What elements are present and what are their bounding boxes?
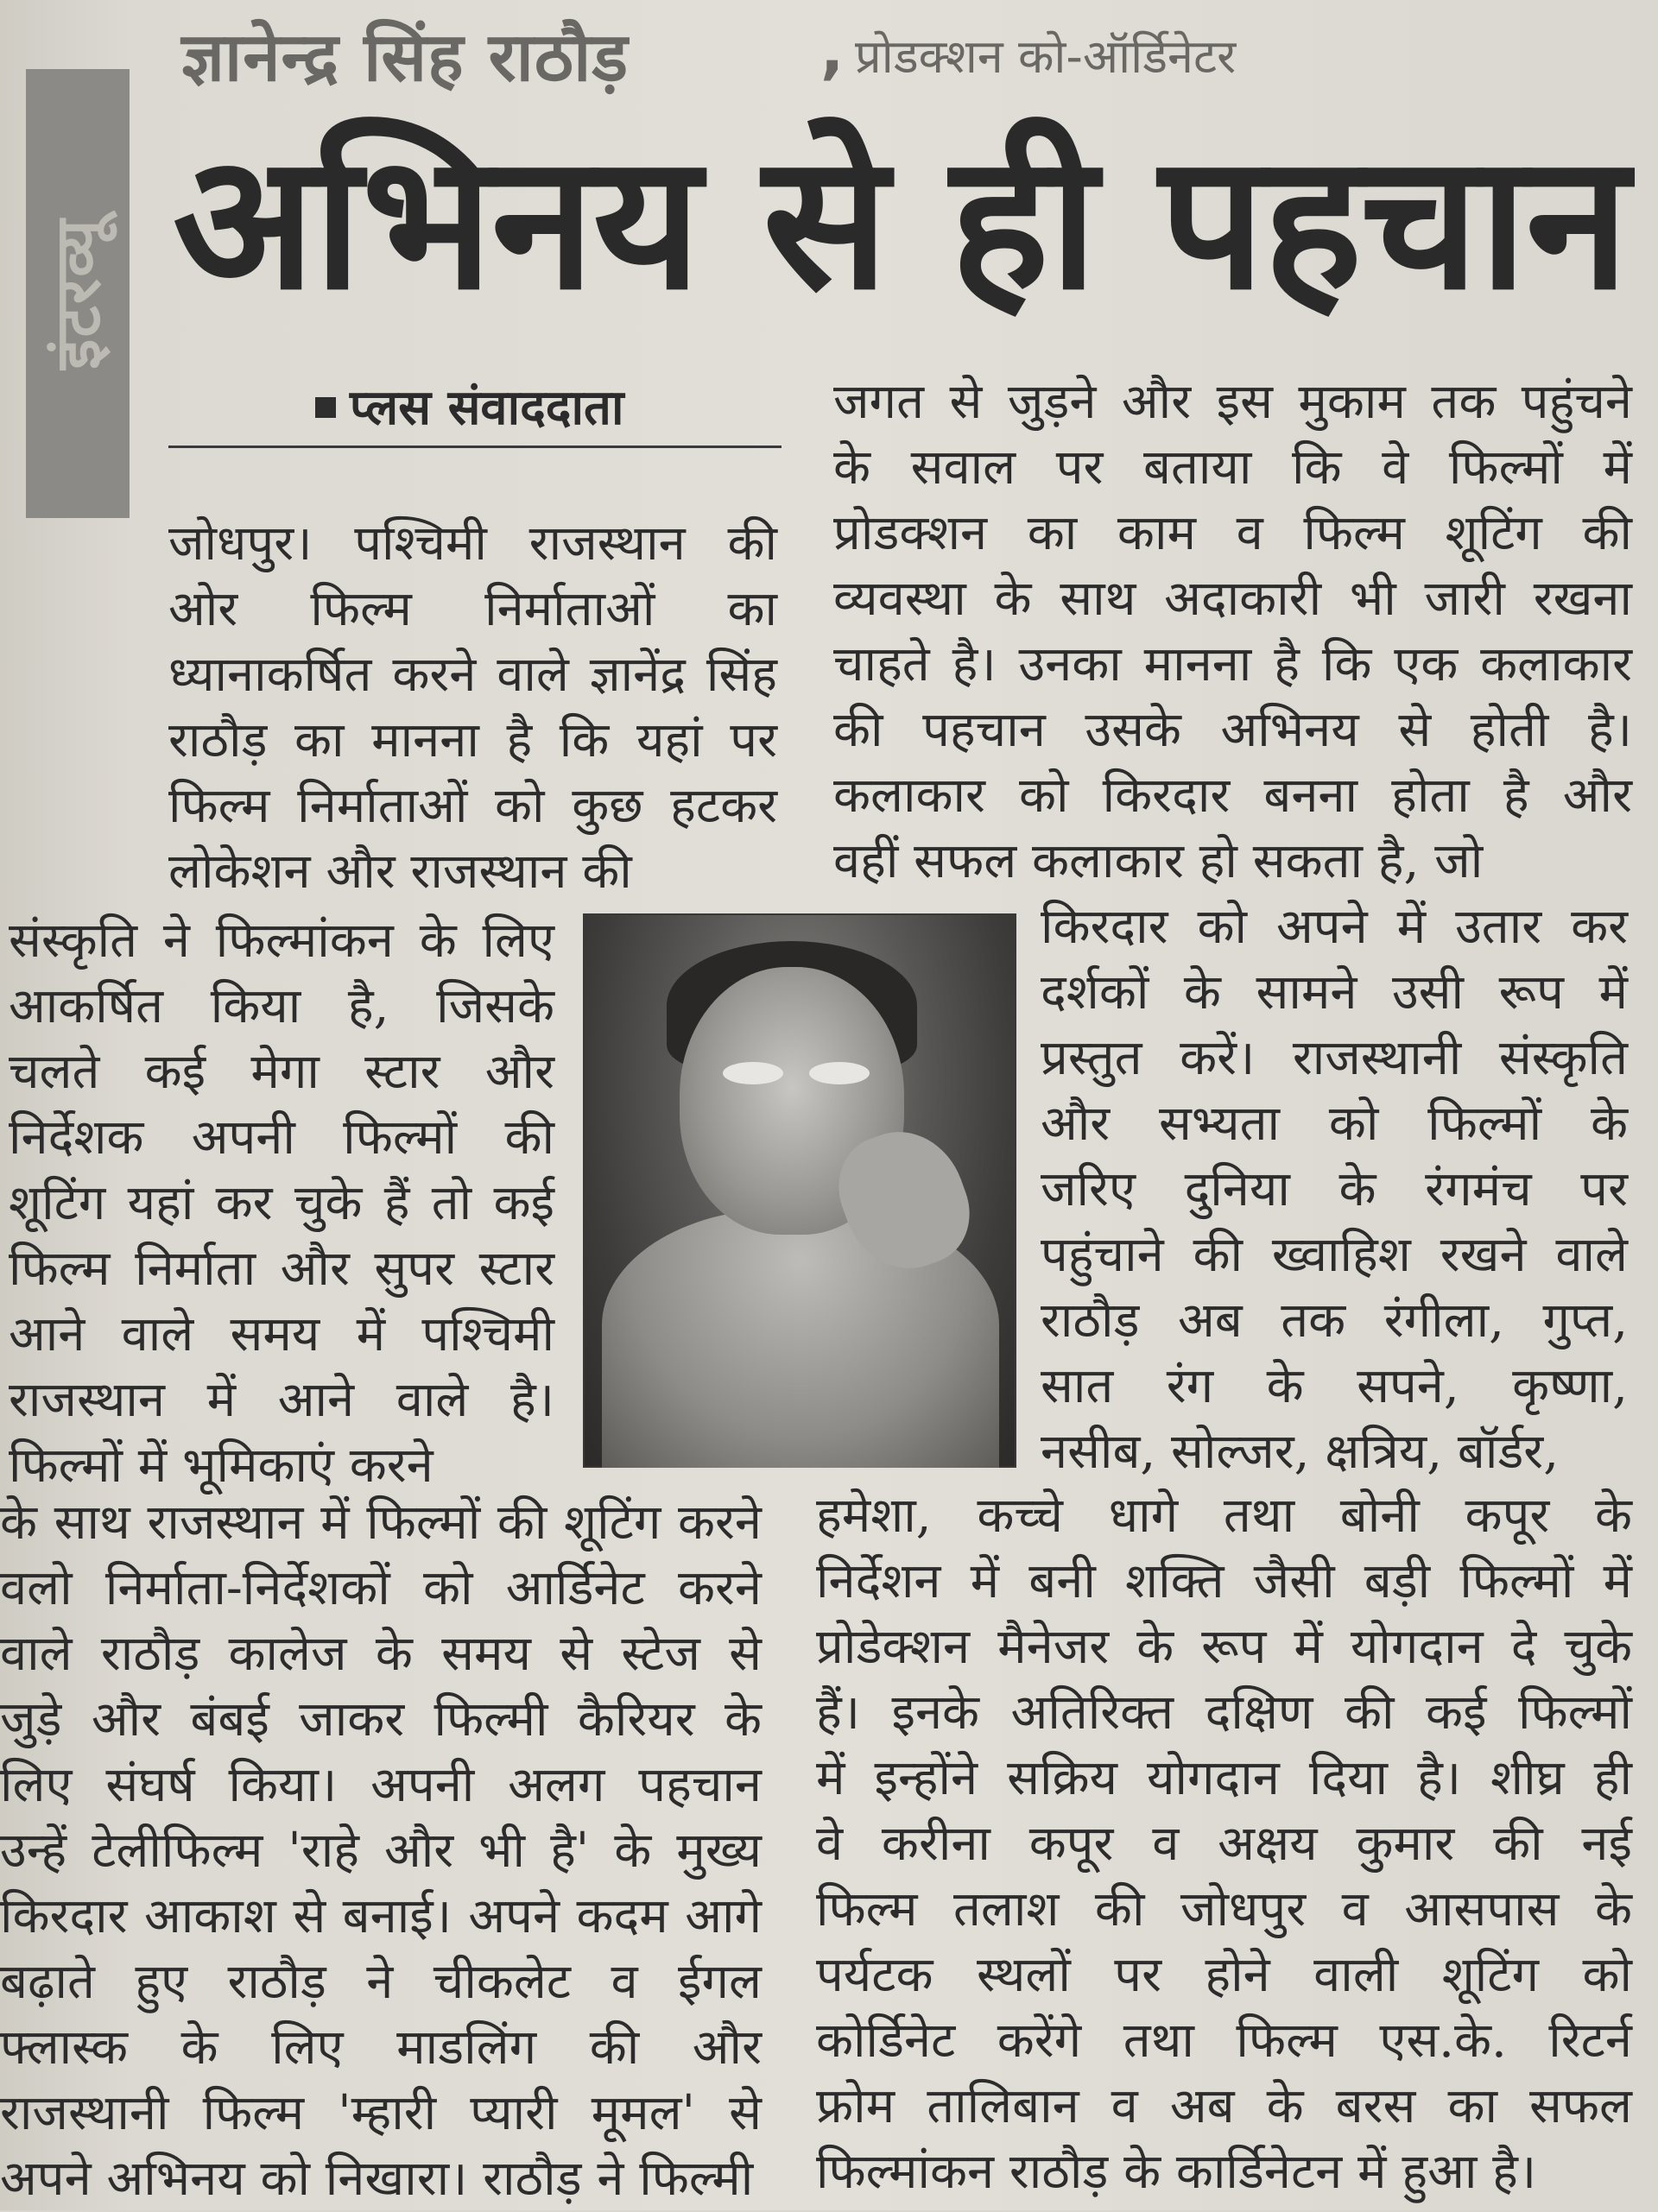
- portrait-photo: [583, 913, 1016, 1468]
- article-line: जुड़े और बंबई जाकर फिल्मी कैरियर के: [0, 1691, 762, 1747]
- byline-rule: [168, 446, 782, 448]
- article-line: जरिए दुनिया के रंगमंच पर: [1041, 1161, 1628, 1217]
- article-line: शूटिंग यहां कर चुके हैं तो कई: [9, 1175, 554, 1231]
- column-left-bottom: [0, 1490, 762, 2212]
- article-line: पर्यटक स्थलों पर होने वाली शूटिंग को: [816, 1947, 1632, 2003]
- article-line: जगत से जुड़ने और इस मुकाम तक पहुंचने: [833, 374, 1632, 430]
- article-line: चाहते है। उनका मानना है कि एक कलाकार: [833, 636, 1632, 692]
- byline: प्लस संवाददाता: [350, 380, 624, 436]
- article-line: किरदार को अपने में उतार कर: [1041, 899, 1628, 955]
- article-line: ध्यानाकर्षित करने वाले ज्ञानेंद्र सिंह: [168, 647, 777, 703]
- article-line: की पहचान उसके अभिनय से होती है।: [833, 702, 1632, 758]
- column-right-mid: [1041, 894, 1628, 1485]
- article-line: और सभ्यता को फिल्मों के: [1041, 1096, 1628, 1152]
- article-line: वे करीना कपूर व अक्षय कुमार की नई: [816, 1816, 1632, 1872]
- article-line: सात रंग के सपने, कृष्णा,: [1041, 1358, 1628, 1414]
- article-line: बढ़ाते हुए राठौड़ ने चीकलेट व ईगल: [0, 1954, 762, 2010]
- article-line: उन्हें टेलीफिल्म 'राहे और भी है' के मुख्य: [0, 1823, 762, 1879]
- article-line: अपने अभिनय को निखारा। राठौड़ ने फिल्मी: [0, 2151, 754, 2207]
- article-line: लिए संघर्ष किया। अपनी अलग पहचान: [0, 1757, 762, 1813]
- photo-eye-right: [809, 1062, 870, 1084]
- article-line: के साथ राजस्थान में फिल्मों की शूटिंग करने: [0, 1495, 762, 1551]
- article-line: निर्देशक अपनी फिल्मों की: [9, 1109, 554, 1166]
- kicker-name: ज्ञानेन्द्र सिंह राठौड़: [181, 19, 630, 97]
- byline-bullet: [315, 397, 336, 418]
- article-line: प्रस्तुत करें। राजस्थानी संस्कृति: [1041, 1030, 1628, 1086]
- article-line: प्रोडेक्शन मैनेजर के रूप में योगदान दे चुके: [816, 1619, 1632, 1675]
- article-line: राजस्थानी फिल्म 'म्हारी प्यारी मूमल' से: [0, 2085, 762, 2141]
- column-right-bottom: [816, 1483, 1632, 2205]
- article-line: संस्कृति ने फिल्मांकन के लिए: [9, 913, 554, 969]
- article-line: हमेशा, कच्चे धागे तथा बोनी कपूर के: [816, 1488, 1632, 1544]
- article-line: आने वाले समय में पश्चिमी: [9, 1306, 554, 1362]
- article-line: फिल्मों में भूमिकाएं करने: [9, 1438, 433, 1494]
- column-left-mid: [9, 908, 554, 1499]
- article-line: निर्देशन में बनी शक्ति जैसी बड़ी फिल्मों में: [816, 1553, 1632, 1609]
- kicker-separator: ,: [820, 14, 845, 86]
- article-line: राजस्थान में आने वाले है।: [9, 1372, 554, 1428]
- article-line: राठौड़ का मानना है कि यहां पर: [168, 712, 777, 768]
- article-line: किरदार आकाश से बनाई। अपने कदम आगे: [0, 1888, 762, 1944]
- article-line: दर्शकों के सामने उसी रूप में: [1041, 964, 1628, 1021]
- kicker-role: प्रोडक्शन को-ऑर्डिनेटर: [855, 29, 1237, 84]
- article-line: वहीं सफल कलाकार हो सकता है, जो: [833, 833, 1484, 889]
- article-line: लोकेशन और राजस्थान की: [168, 844, 632, 900]
- section-label: इंटरव्यू: [41, 218, 114, 370]
- article-line: में इन्होंने सक्रिय योगदान दिया है। शीघ्र ही: [816, 1750, 1632, 1806]
- article-line: फ्रोम तालिबान व अब के बरस का सफल: [816, 2078, 1632, 2134]
- article-line: प्रोडक्शन का काम व फिल्म शूटिंग की: [833, 505, 1632, 561]
- headline: अभिनय से ही पहचान: [173, 114, 1628, 331]
- article-line: ओर फिल्म निर्माताओं का: [168, 581, 777, 637]
- article-line: फिल्म तलाश की जोधपुर व आसपास के: [816, 1881, 1632, 1937]
- article-line: वलो निर्माता-निर्देशकों को आर्डिनेट करने: [0, 1560, 762, 1616]
- article-line: फिल्म निर्माताओं को कुछ हटकर: [168, 778, 777, 834]
- article-line: हैं। इनके अतिरिक्त दक्षिण की कई फिल्मों: [816, 1684, 1632, 1741]
- article-line: फिल्मांकन राठौड़ के कार्डिनेटन में हुआ है।: [816, 2144, 1537, 2200]
- article-line: चलते कई मेगा स्टार और: [9, 1044, 554, 1100]
- article-line: पहुंचाने की ख्वाहिश रखने वाले: [1041, 1227, 1628, 1283]
- article-line: व्यवस्था के साथ अदाकारी भी जारी रखना: [833, 571, 1632, 627]
- article-line: जोधपुर। पश्चिमी राजस्थान की: [168, 515, 777, 572]
- column-left-top: [168, 511, 777, 905]
- article-line: राठौड़ अब तक रंगीला, गुप्त,: [1041, 1292, 1628, 1349]
- column-right-top: [833, 370, 1632, 894]
- article-line: कोर्डिनेट करेंगे तथा फिल्म एस.के. रिटर्न: [816, 2013, 1632, 2069]
- article-line: फ्लास्क के लिए माडलिंग की और: [0, 2019, 762, 2076]
- article-line: के सवाल पर बताया कि वे फिल्मों में: [833, 439, 1632, 496]
- article-line: कलाकार को किरदार बनना होता है और: [833, 768, 1632, 824]
- article-line: नसीब, सोल्जर, क्षत्रिय, बॉर्डर,: [1041, 1424, 1559, 1480]
- article-line: आकर्षित किया है, जिसके: [9, 978, 554, 1034]
- article-line: फिल्म निर्माता और सुपर स्टार: [9, 1241, 554, 1297]
- article-line: वाले राठौड़ कालेज के समय से स्टेज से: [0, 1626, 762, 1682]
- photo-eye-left: [723, 1062, 783, 1084]
